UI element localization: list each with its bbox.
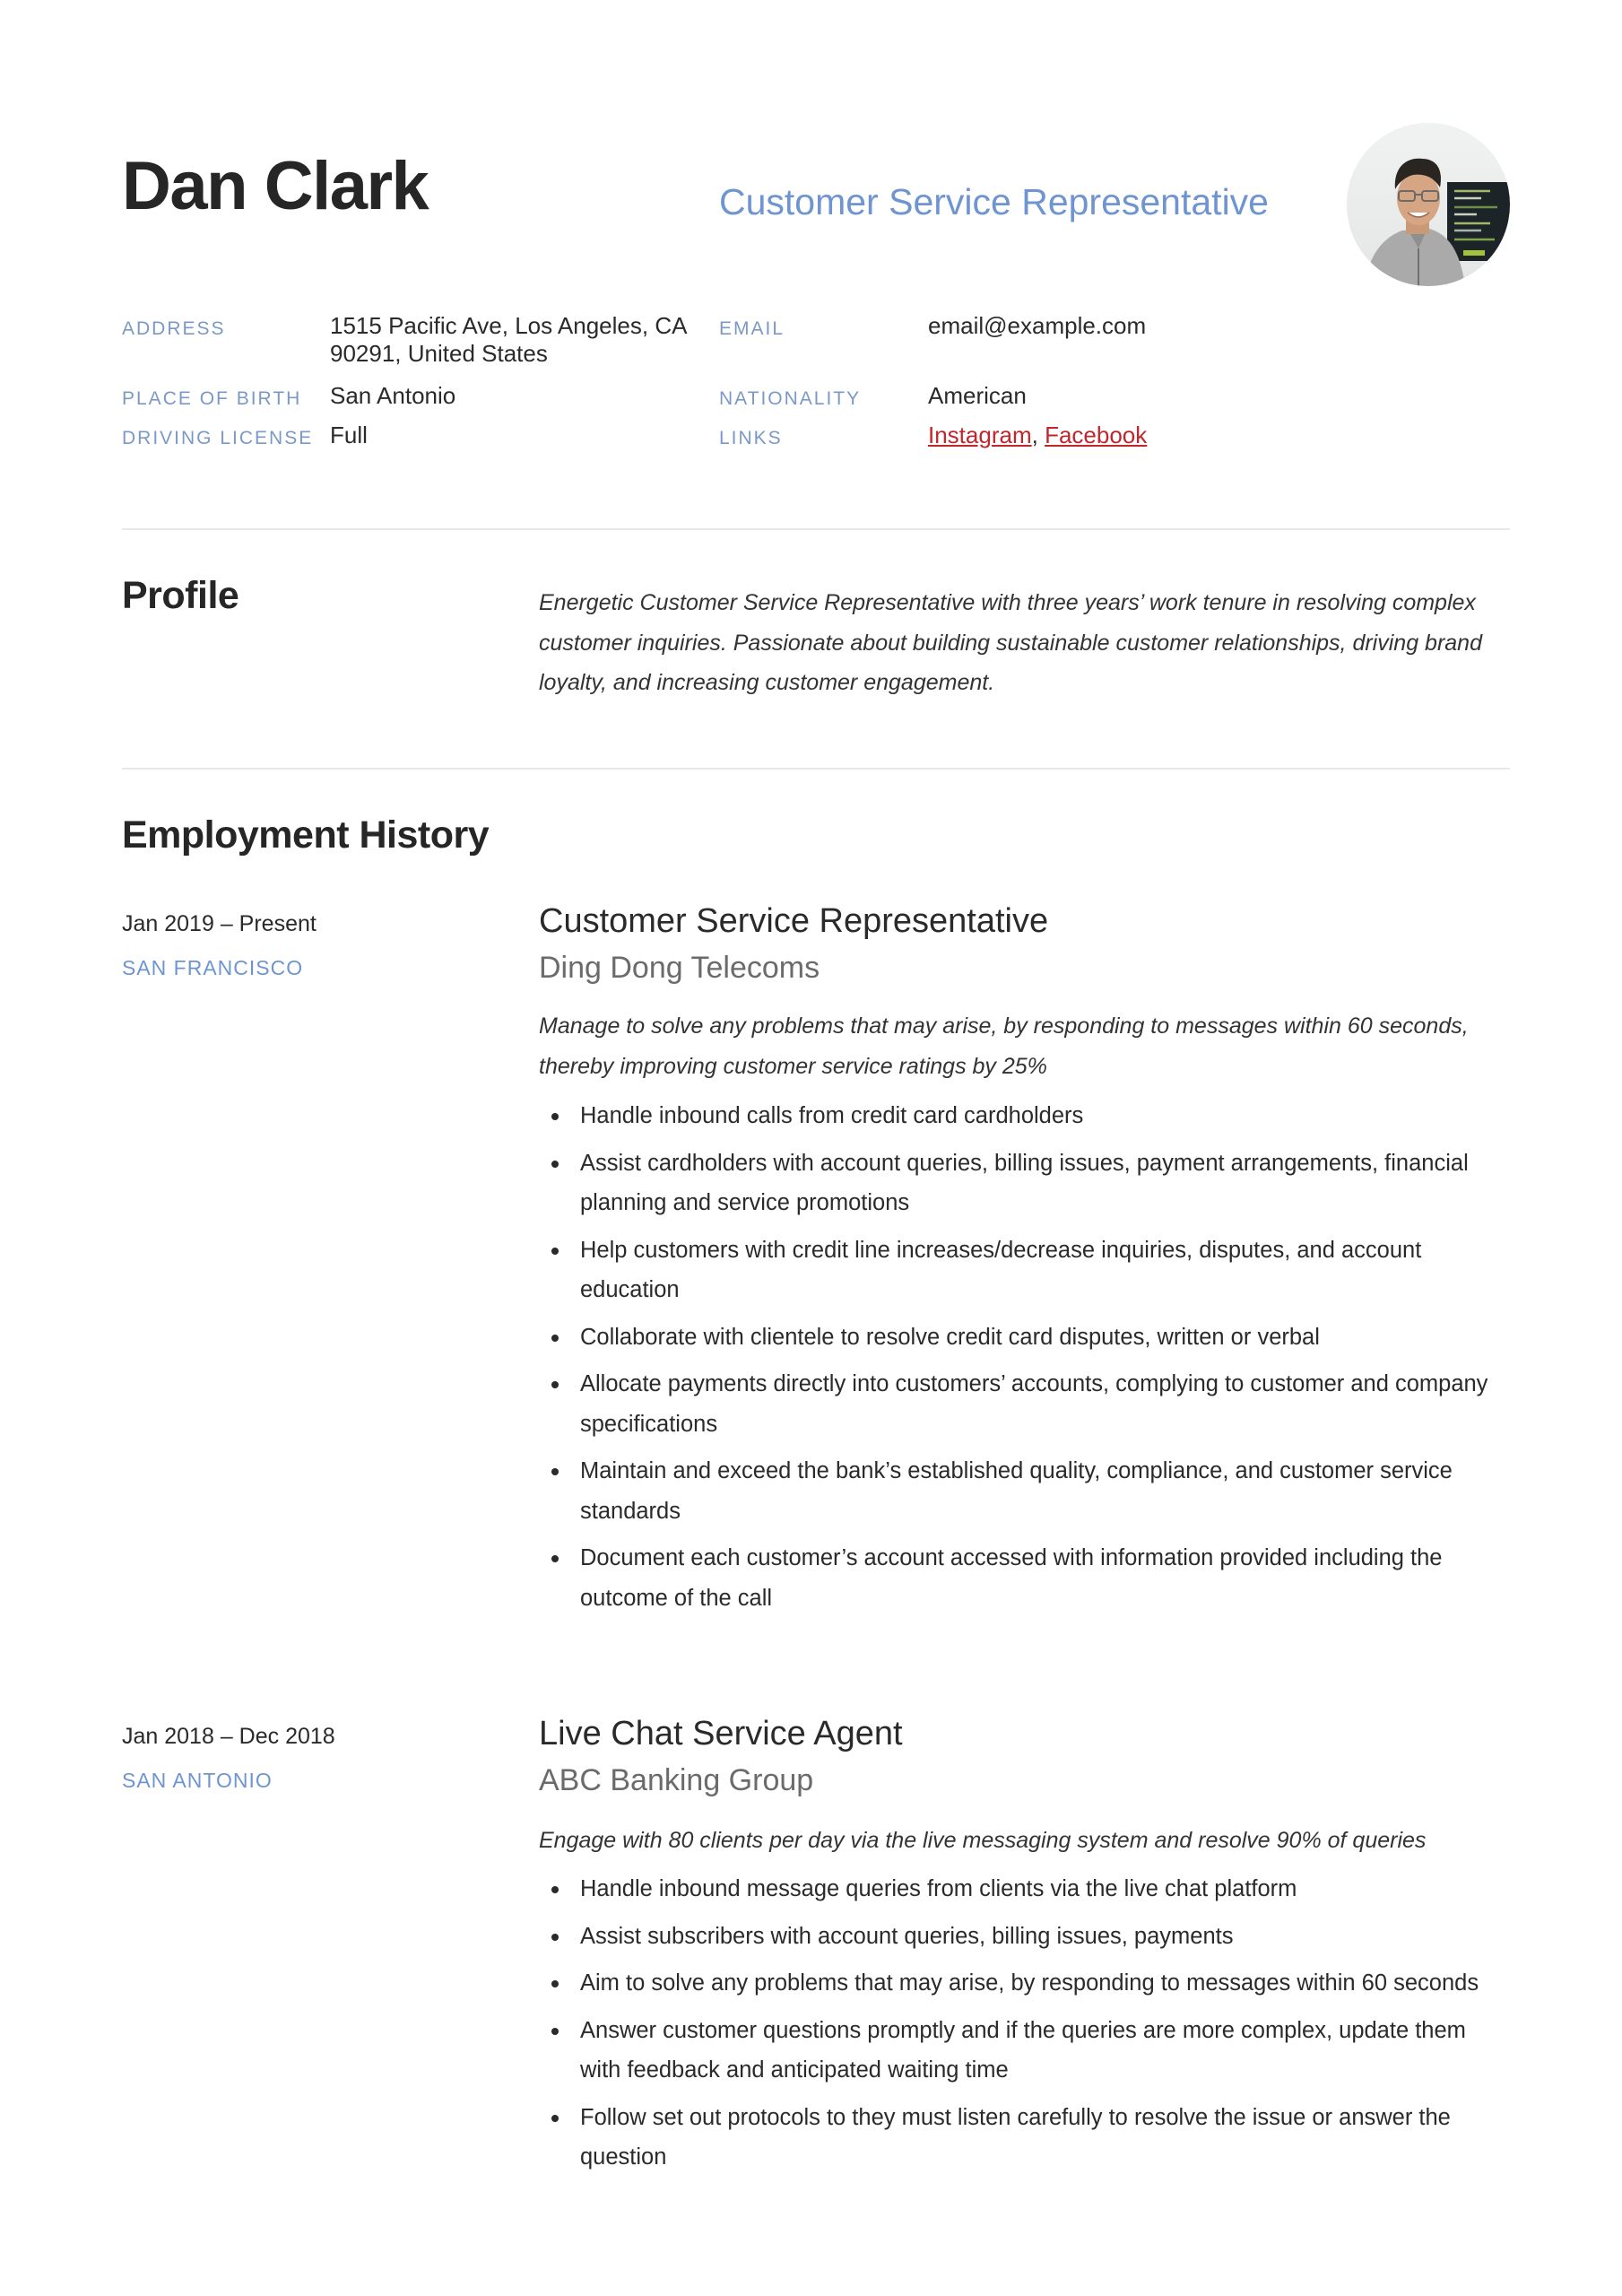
list-item: Allocate payments directly into customers’ accounts, complying to customer and company specifications [539,1364,1512,1444]
profile-heading: Profile [122,574,239,617]
profile-photo [1347,123,1510,286]
job-title: Customer Service Representative [539,902,1049,940]
profile-text: Energetic Customer Service Representative with three years’ work tenure in resolving complex customer inquiries. Passionate about building sustainable customer relationships, driving brand loyalty, and increasing customer engagement. [539,590,1482,695]
job-city: SAN ANTONIO [122,1769,273,1792]
links-value [928,422,1147,449]
job-company: Ding Dong Telecoms [539,951,820,985]
email-label: EMAIL [719,318,785,339]
instagram-link[interactable]: Instagram [928,422,1032,448]
job-title: Live Chat Service Agent [539,1715,903,1752]
list-item: Handle inbound message queries from clients via the live chat platform [539,1869,1512,1909]
job-city: SAN FRANCISCO [122,956,304,979]
links-separator: , [1031,422,1045,448]
job-dates: Jan 2019 – Present [122,911,317,936]
list-item: Maintain and exceed the bank’s established quality, compliance, and customer service standards [539,1451,1512,1531]
nationality-label: NATIONALITY [719,388,862,409]
list-item: Assist cardholders with account queries, billing issues, payment arrangements, financial planning and service promotions [539,1144,1512,1223]
section-divider [122,768,1510,770]
place-of-birth-label: PLACE OF BIRTH [122,388,302,409]
list-item: Document each customer’s account accessed with information provided including the outcome of the call [539,1538,1512,1618]
candidate-job-title: Customer Service Representative [719,181,1269,222]
address-line-2: 90291, United States [330,340,548,367]
list-item: Handle inbound calls from credit card cardholders [539,1096,1512,1136]
links-label: LINKS [719,428,783,448]
list-item: Answer customer questions promptly and if the queries are more complex, update them with feedback and anticipated waiting time [539,2011,1512,2091]
job-company: ABC Banking Group [539,1763,814,1797]
section-divider [122,528,1510,530]
address-value [330,312,687,368]
employment-history-heading: Employment History [122,813,490,857]
facebook-link[interactable]: Facebook [1045,422,1148,448]
email-value[interactable]: email@example.com [928,312,1147,339]
list-item: Follow set out protocols to they must listen carefully to resolve the issue or answer the question [539,2098,1512,2178]
person-photo-icon [1347,123,1510,286]
driving-license-value: Full [330,422,368,448]
list-item: Aim to solve any problems that may arise, by responding to messages within 60 seconds [539,1963,1512,2004]
driving-license-label: DRIVING LICENSE [122,428,314,448]
list-item: Help customers with credit line increases/decrease inquiries, disputes, and account education [539,1231,1512,1310]
job-responsibilities-list [539,1096,1512,1625]
nationality-value: American [928,382,1027,409]
job-dates: Jan 2018 – Dec 2018 [122,1724,335,1749]
list-item: Collaborate with clientele to resolve credit card disputes, written or verbal [539,1318,1512,1358]
job-summary: Engage with 80 clients per day via the live messaging system and resolve 90% of queries [539,1828,1427,1853]
place-of-birth-value: San Antonio [330,382,456,409]
candidate-name: Dan Clark [122,148,429,224]
job-summary: Manage to solve any problems that may arise, by responding to messages within 60 seconds, thereby improving customer service ratings by 25% [539,1013,1469,1079]
address-line-1: 1515 Pacific Ave, Los Angeles, CA [330,312,688,339]
list-item: Assist subscribers with account queries, billing issues, payments [539,1917,1512,1957]
job-responsibilities-list [539,1869,1512,2185]
address-label: ADDRESS [122,318,226,339]
